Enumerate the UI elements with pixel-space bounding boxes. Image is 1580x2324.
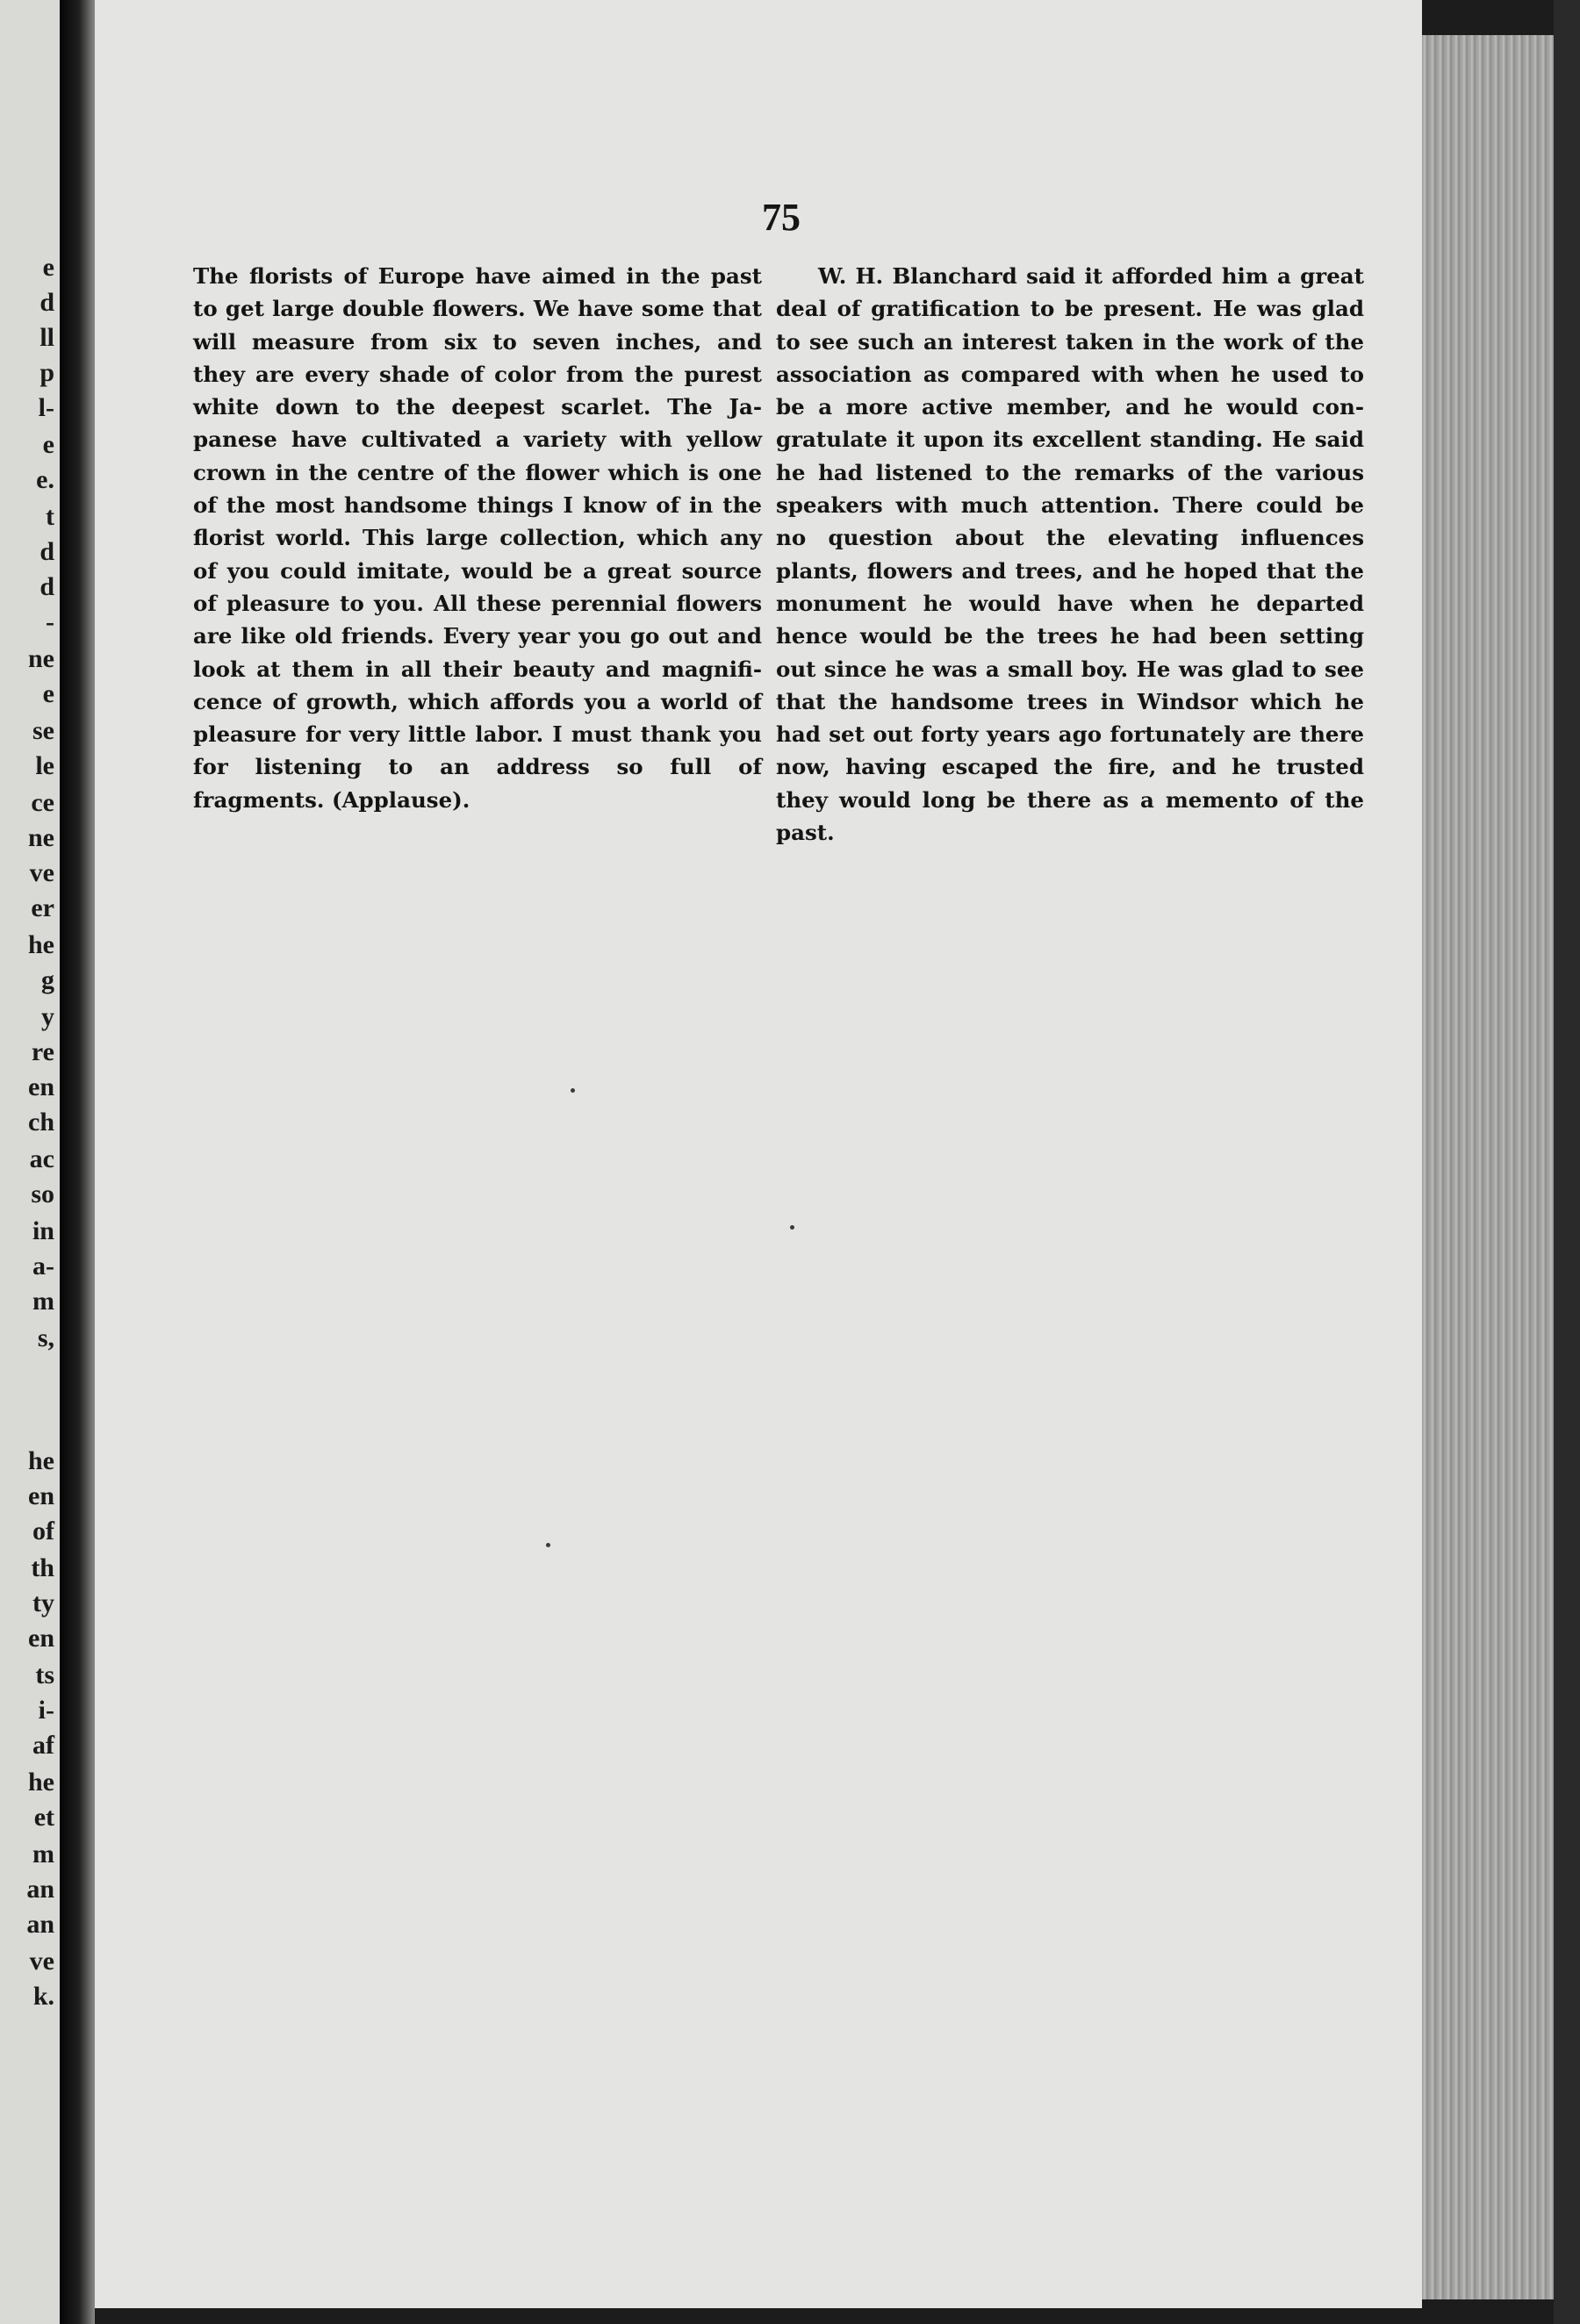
adjacent-page-fragment: ty bbox=[32, 1589, 54, 1617]
adjacent-page-fragment: t bbox=[46, 502, 54, 531]
adjacent-page-fragment: er bbox=[31, 893, 54, 922]
adjacent-page-fragment: ts bbox=[35, 1661, 54, 1689]
adjacent-page-fragment: e bbox=[42, 430, 54, 459]
adjacent-page-fragment: m bbox=[32, 1287, 54, 1316]
adjacent-page-fragment: m bbox=[32, 1840, 54, 1869]
book-gutter bbox=[60, 0, 95, 2324]
adjacent-page-fragment: re bbox=[31, 1037, 54, 1066]
paper-speck bbox=[546, 1543, 550, 1547]
page-block-edge bbox=[1422, 35, 1554, 2299]
adjacent-page-fragment: e. bbox=[36, 465, 54, 494]
adjacent-page-fragment: s, bbox=[37, 1323, 54, 1352]
adjacent-page-fragment: ll bbox=[40, 323, 54, 352]
adjacent-page-fragment: y bbox=[41, 1002, 54, 1031]
adjacent-page-fragment: d bbox=[40, 537, 54, 566]
adjacent-page-fragment: an bbox=[26, 1875, 54, 1904]
adjacent-page-fragment: g bbox=[41, 965, 54, 994]
paper-speck bbox=[571, 1088, 575, 1093]
page-number: 75 bbox=[762, 196, 801, 239]
adjacent-page-strip bbox=[0, 0, 60, 2324]
adjacent-page-fragment: le bbox=[35, 751, 54, 780]
adjacent-page-fragment: l- bbox=[38, 393, 54, 422]
adjacent-page-fragment: se bbox=[32, 716, 54, 745]
adjacent-page-fragment: p bbox=[40, 358, 54, 387]
adjacent-page-fragment: in bbox=[32, 1216, 54, 1245]
adjacent-page-fragment: ch bbox=[28, 1108, 54, 1137]
adjacent-page-fragment: th bbox=[31, 1553, 54, 1582]
adjacent-page-fragment: - bbox=[46, 607, 54, 636]
adjacent-page-fragment: d bbox=[40, 572, 54, 601]
adjacent-page-fragment: en bbox=[28, 1624, 54, 1653]
adjacent-page-fragment: e bbox=[42, 253, 54, 282]
adjacent-page-fragment: a- bbox=[32, 1252, 54, 1280]
left-text-column: The florists of Europe have aimed in the past to get large double flowers. We have some that will measure from six to seven inches, and they are every shade of color from the purest white down to the deepest scarlet. The Japanese have cultivated a variety with yellow crown in the centre of the flower which is one of the most handsome things I know of in the florist world. This large collection, which any of you could imitate, would be a great source of pleasure to you. All these perennial flowers are like old friends. Every year you go out and look at them in all their beauty and magnificence of growth, which affords you a world of pleasure for very little labor. I must thank you for listening to an address so full of fragments. (Applause). bbox=[193, 263, 762, 813]
adjacent-page-fragment: ne bbox=[28, 644, 54, 673]
adjacent-page-fragment: he bbox=[28, 930, 54, 959]
adjacent-page-fragment: he bbox=[28, 1446, 54, 1475]
adjacent-page-fragment: ac bbox=[29, 1144, 54, 1173]
right-text-column: W. H. Blanchard said it afforded him a great deal of gratification to be present. He was glad to see such an interest taken in the work of the association as compared with when he used to be a more active member, and he would congratulate it upon its excellent standing. He said he had listened to the remarks of the various speakers with much attention. There could be no question about the elevating influences plants, flowers and trees, and he hoped that the monument he would have when he departed hence would be the trees he had been setting out since he was a small boy. He was glad to see that the handsome trees in Windsor which he had set out forty years ago fortunately are there now, having escaped the fire, and he trusted they would long be there as a memento of the past. bbox=[776, 263, 1364, 846]
adjacent-page-fragment: d bbox=[40, 288, 54, 317]
adjacent-page-fragment: et bbox=[33, 1803, 54, 1832]
adjacent-page-fragment: ne bbox=[28, 823, 54, 852]
paper-speck bbox=[790, 1225, 794, 1230]
adjacent-page-fragment: an bbox=[26, 1910, 54, 1939]
adjacent-page-fragment: en bbox=[28, 1481, 54, 1510]
adjacent-page-fragment: e bbox=[42, 679, 54, 708]
adjacent-page-fragment: af bbox=[32, 1731, 54, 1760]
adjacent-page-fragment: so bbox=[31, 1180, 54, 1209]
adjacent-page-fragment: en bbox=[28, 1072, 54, 1101]
adjacent-page-fragment: ve bbox=[29, 1947, 54, 1976]
adjacent-page-fragment: i- bbox=[38, 1696, 54, 1725]
adjacent-page-fragment: he bbox=[28, 1768, 54, 1797]
adjacent-page-fragment: k. bbox=[32, 1982, 54, 2011]
adjacent-page-fragment: ce bbox=[31, 788, 54, 817]
book-cover-edge bbox=[1554, 0, 1580, 2324]
adjacent-page-fragment: of bbox=[32, 1517, 54, 1546]
adjacent-page-fragment: ve bbox=[29, 858, 54, 887]
